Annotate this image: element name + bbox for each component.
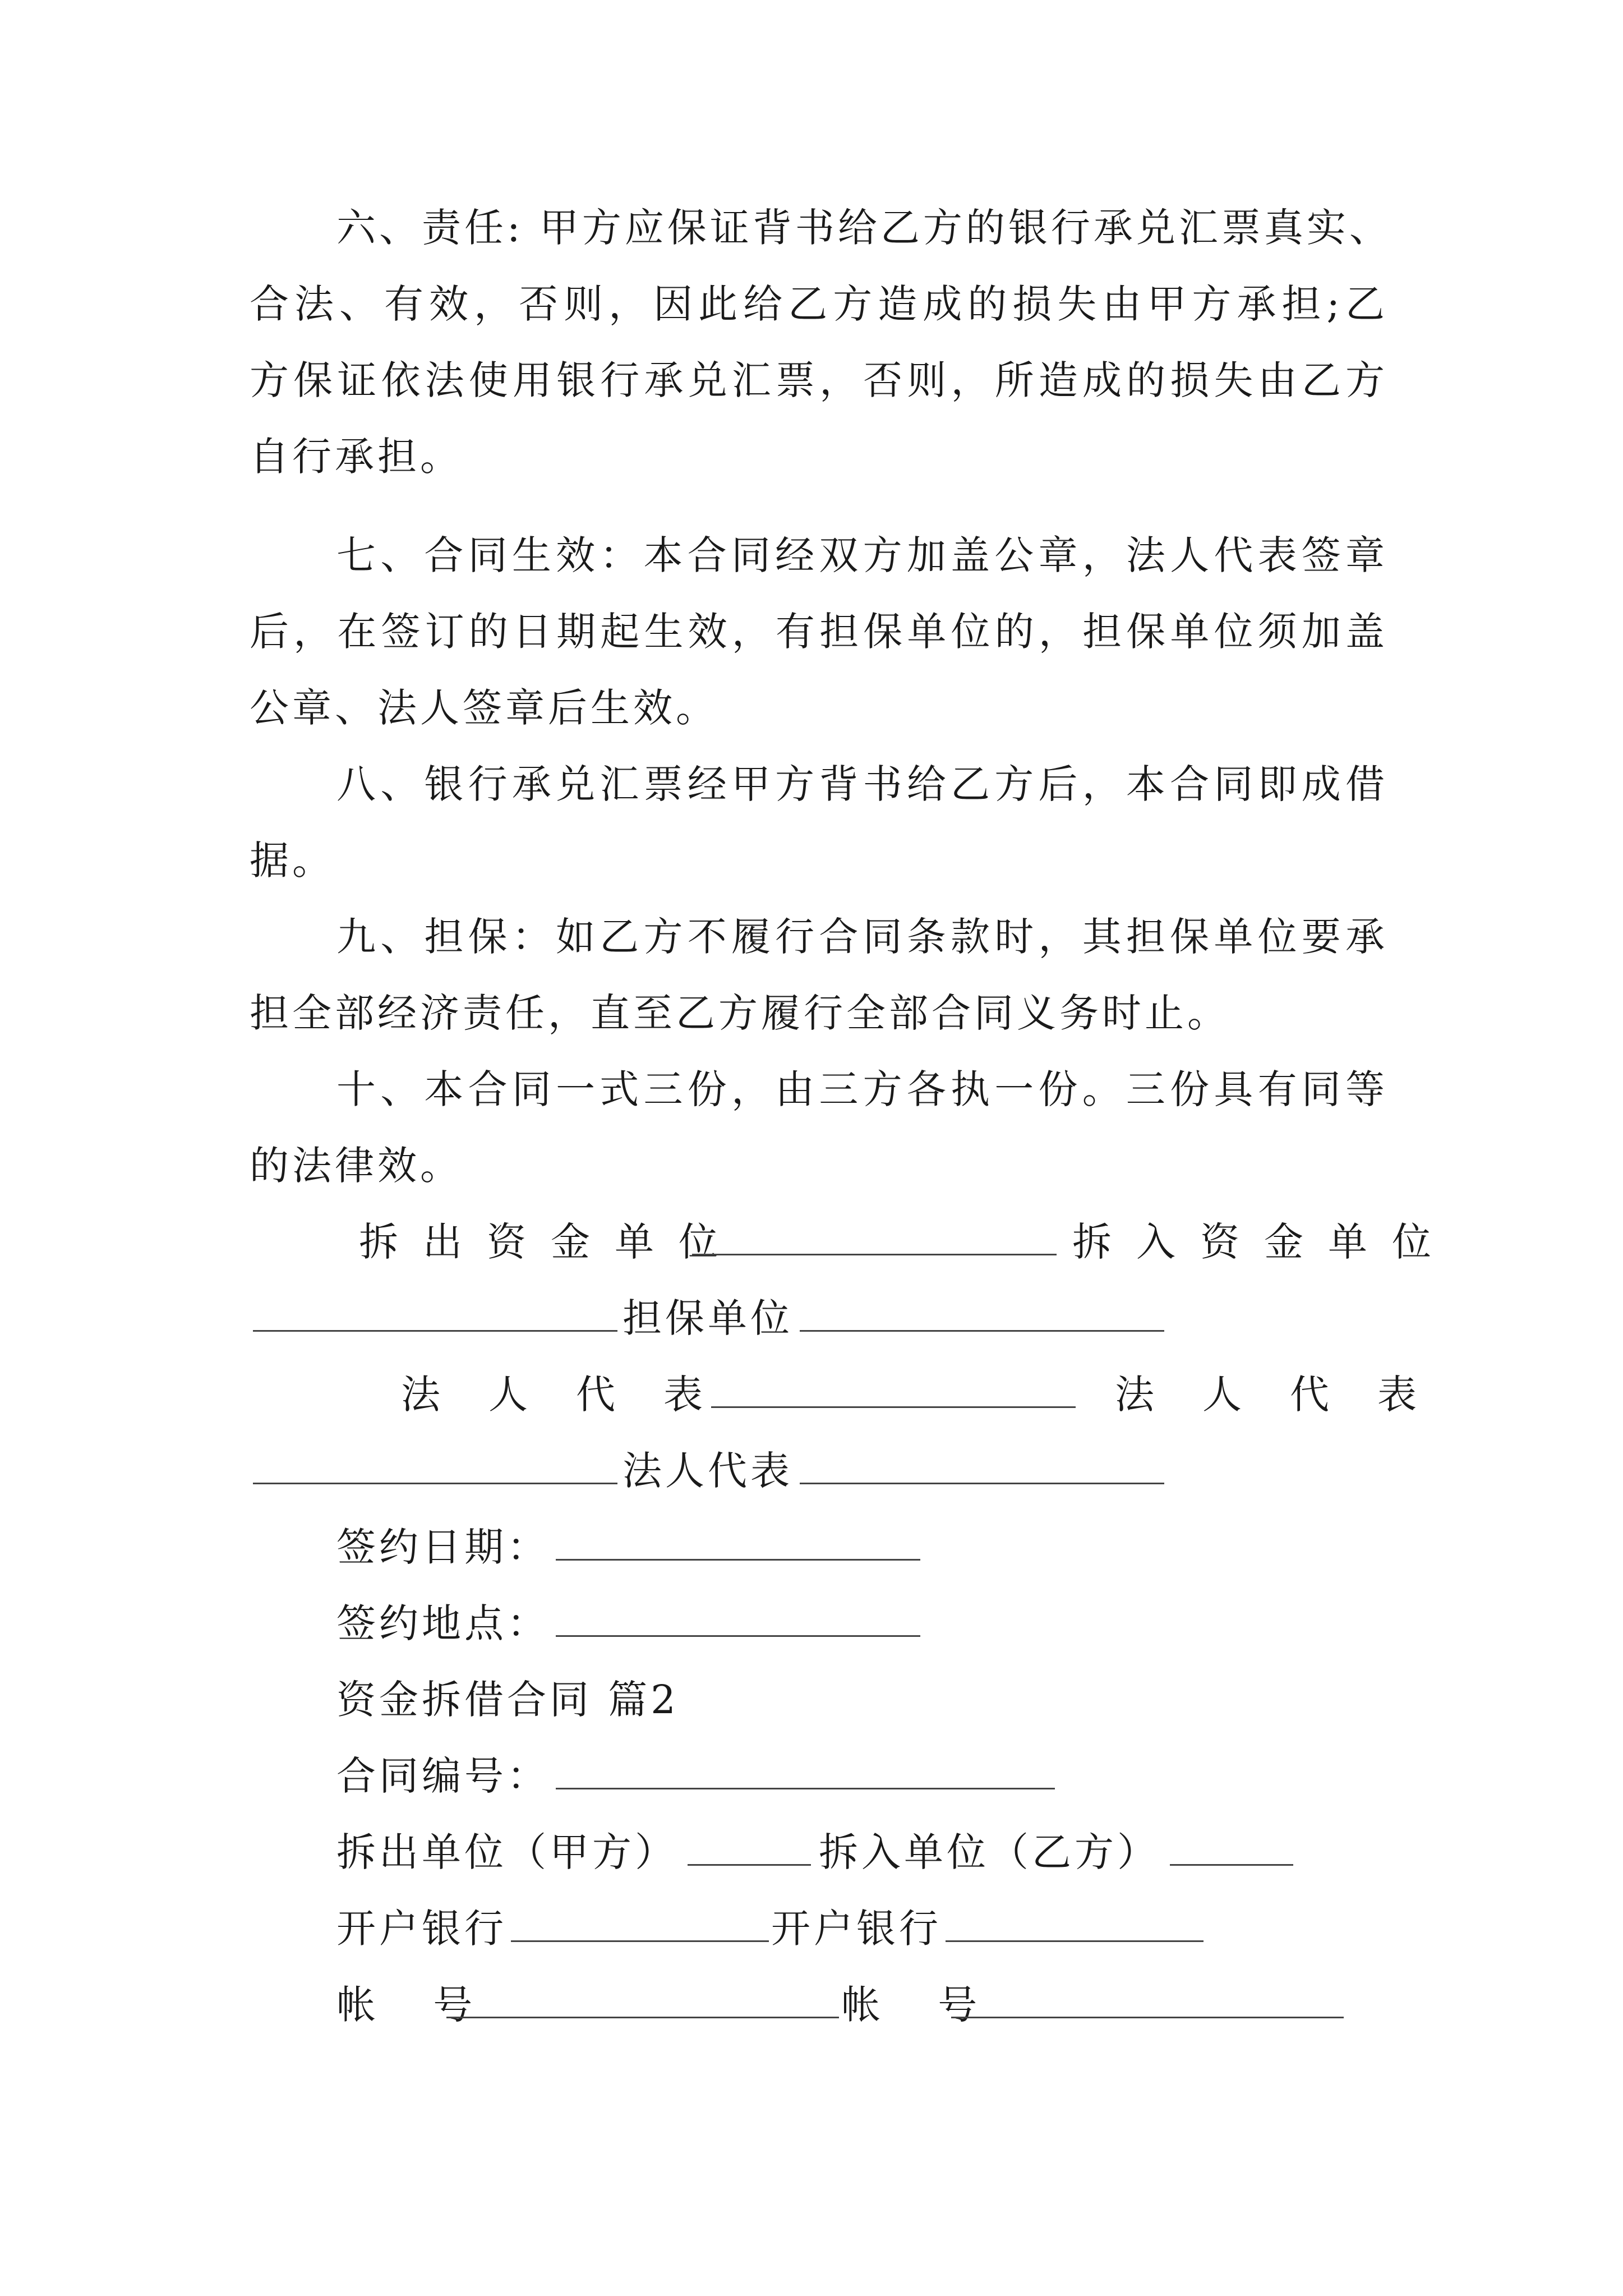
party-a-label: 拆出单位（甲方）	[336, 1829, 677, 1875]
bank-b-blank-line	[942, 1890, 1207, 1967]
lender-label: 拆出资金单位	[359, 1219, 743, 1265]
clause-line: 后，在签订的日期起生效，有担保单位的，担保单位须加盖	[250, 609, 1388, 655]
clause-6	[250, 190, 1392, 495]
borrower-label: 拆入资金单位	[1072, 1219, 1456, 1265]
account-a-blank-line	[443, 1967, 842, 2043]
rep1-label: 法人代表	[401, 1372, 751, 1418]
guarantor-blank-line	[796, 1280, 1168, 1356]
account-b-label: 帐 号	[841, 1982, 1000, 2028]
rep3-blank-line	[796, 1433, 1168, 1509]
section2-title: 资金拆借合同 篇2	[336, 1677, 679, 1723]
clause-line: 六、责任: 甲方应保证背书给乙方的银行承兑汇票真实、	[336, 205, 1392, 251]
party-b-label: 拆入单位（乙方）	[819, 1829, 1160, 1875]
clause-10	[250, 1051, 1388, 1204]
clause-9	[250, 899, 1388, 1051]
contract-no-blank-line	[552, 1738, 1058, 1814]
clause-line: 公章、法人签章后生效。	[250, 685, 718, 731]
clause-8	[250, 746, 1388, 899]
clause-line: 方保证依法使用银行承兑汇票，否则，所造成的损失由乙方	[250, 357, 1388, 403]
clause-line: 据。	[250, 838, 335, 884]
rep2-blank-line	[250, 1433, 621, 1509]
sign-date-label: 签约日期：	[336, 1524, 550, 1570]
contract-no-label: 合同编号：	[336, 1753, 550, 1799]
rep2-label: 法人代表	[1115, 1372, 1465, 1418]
guarantor-label: 担保单位	[623, 1295, 793, 1341]
party-b-blank-line	[1166, 1814, 1297, 1890]
rep3-label: 法人代表	[623, 1448, 793, 1494]
bank-a-label: 开户银行	[336, 1906, 507, 1952]
clause-line: 七、合同生效：本合同经双方加盖公章，法人代表签章	[336, 532, 1388, 578]
clause-line: 十、本合同一式三份，由三方各执一份。三份具有同等	[336, 1066, 1388, 1112]
clause-line: 担全部经济责任，直至乙方履行全部合同义务时止。	[250, 990, 1230, 1036]
clause-line: 自行承担。	[250, 434, 463, 480]
clause-7	[250, 517, 1388, 746]
account-a-label: 帐 号	[336, 1982, 495, 2028]
bank-a-blank-line	[508, 1890, 772, 1967]
clause-line: 合法、有效，否则，因此给乙方造成的损失由甲方承担;乙	[250, 281, 1388, 327]
clause-line: 八、银行承兑汇票经甲方背书给乙方后，本合同即成借	[336, 761, 1388, 807]
clause-line: 的法律效。	[250, 1143, 463, 1189]
party-a-blank-line	[684, 1814, 814, 1890]
account-b-blank-line	[948, 1967, 1347, 2043]
sign-place-blank-line	[552, 1585, 924, 1662]
clause-line: 九、担保：如乙方不履行合同条款时，其担保单位要承	[336, 914, 1388, 960]
rep1-blank-line	[708, 1356, 1079, 1433]
borrower-blank-line	[250, 1280, 621, 1356]
sign-place-label: 签约地点：	[336, 1600, 550, 1646]
lender-blank-line	[689, 1204, 1060, 1280]
bank-b-label: 开户银行	[771, 1906, 942, 1952]
sign-date-blank-line	[552, 1509, 924, 1585]
